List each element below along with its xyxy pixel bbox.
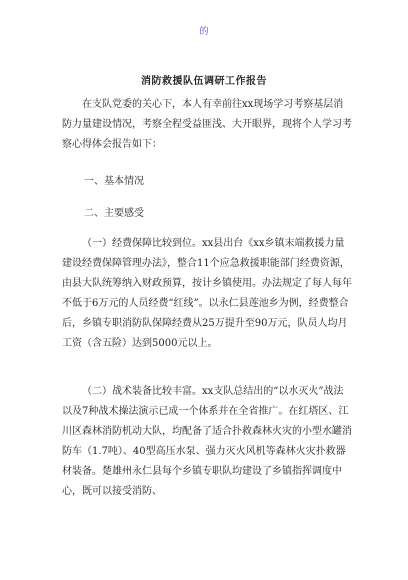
- paragraph-equipment: （二）战术装备比较丰富。xx支队总结出的“以水灭火”战法以及7种战术操法演示已成一个体系并在全省推广。在红塔区、江川区森林消防机动大队，均配备了适合扑救森林火灾的小型水罐消防车（1.7吨）、40型高压水泵、强力灭火风机等森林火灾扑救器材装备。楚雄州永仁县每个乡镇专职队均建设了乡镇指挥调度中心，既可以接受消防、: [62, 386, 352, 497]
- section-heading-feelings: 二、主要感受: [84, 208, 144, 219]
- intro-paragraph: 在支队党委的关心下，本人有幸前往xx现场学习考察基层消防力量建设情况，考察全程受益匪浅、大开眼界，现将个人学习考察心得体会报告如下：: [62, 99, 352, 150]
- top-mark: 的: [199, 27, 209, 37]
- page-title: 消防救援队伍调研工作报告: [141, 76, 267, 87]
- section-heading-basic: 一、基本情况: [84, 176, 144, 187]
- paragraph-funding: （一）经费保障比较到位。xx县出台《xx乡镇末端救援力量建设经费保障管理办法》，整合11个应急救援职能部门经费资源，由县大队统筹纳入财政预算，按计乡镇使用。办法规定了每人每年不低于6万元的人员经费“红线”。以永仁县莲池乡为例，经费整合后，乡镇专职消防队保障经费从25万提升至90万元，队员人均月工资（含五险）达到5000元以上。: [62, 238, 352, 349]
